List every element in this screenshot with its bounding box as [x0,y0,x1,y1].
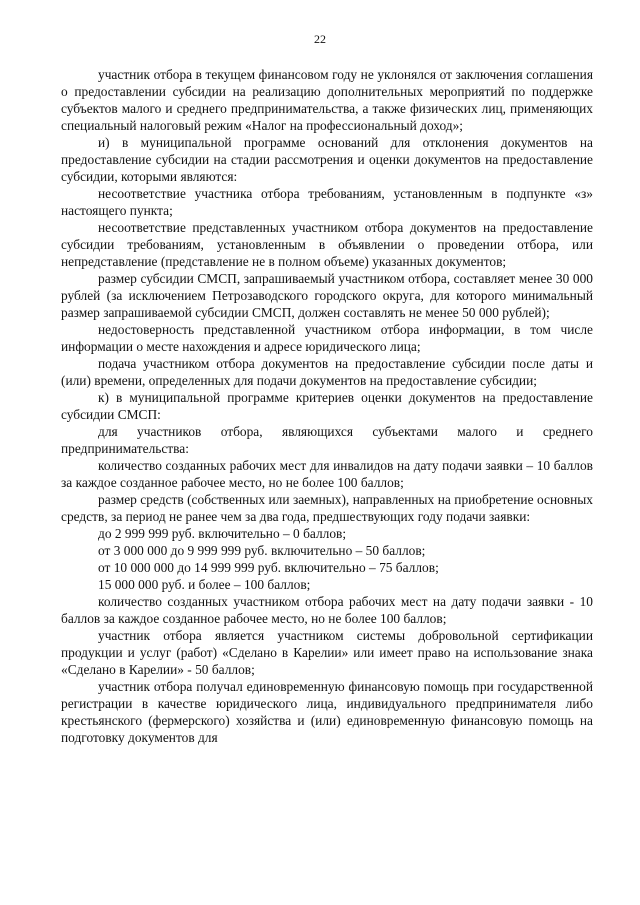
paragraph: размер субсидии СМСП, запрашиваемый участником отбора, составляет менее 30 000 рублей (за исключением Петрозаводского городского округа, для которого минимальный размер запрашиваемой субсидии СМСП, должен составлять не менее 50 000 рублей); [61,271,593,320]
list-item: до 2 999 999 руб. включительно – 0 баллов; [98,526,347,541]
paragraph: количество созданных участником отбора рабочих мест на дату подачи заявки - 10 баллов за каждое созданное рабочее место, но не более 100 баллов; [61,594,593,626]
paragraph: участник отбора в текущем финансовом году не уклонялся от заключения соглашения о предоставлении субсидии на реализацию дополнительных мероприятий по поддержке субъектов малого и среднего предпринимательства, а также физических лиц, применяющих специальный налоговый режим «Налог на профессиональный доход»; [61,67,593,133]
paragraph: участник отбора получал единовременную финансовую помощь при государственной регистрации в качестве юридического лица, индивидуального предпринимателя либо крестьянского (фермерского) хозяйства и (или) единовременную финансовую помощь на подготовку документов для [61,679,593,745]
paragraph: несоответствие участника отбора требованиям, установленным в подпункте «з» настоящего пункта; [61,186,593,218]
paragraph: к) в муниципальной программе критериев оценки документов на предоставление субсидии СМСП: [61,390,593,422]
list-item: от 3 000 000 до 9 999 999 руб. включительно – 50 баллов; [98,543,426,558]
paragraph: недостоверность представленной участником отбора информации, в том числе информации о месте нахождения и адресе юридического лица; [61,322,593,354]
paragraph: несоответствие представленных участником отбора документов на предоставление субсидии требованиям, установленным в объявлении о проведении отбора, или непредставление (представление не в полном объеме) указанных документов; [61,220,593,269]
paragraph: для участников отбора, являющихся субъектами малого и среднего предпринимательства: [61,424,593,456]
paragraph: и) в муниципальной программе оснований для отклонения документов на предоставление субсидии на стадии рассмотрения и оценки документов на предоставление субсидии, которыми являются: [61,135,593,184]
paragraph: подача участником отбора документов на предоставление субсидии после даты и (или) времени, определенных для подачи документов на предоставление субсидии; [61,356,593,388]
paragraph: участник отбора является участником системы добровольной сертификации продукции и услуг (работ) «Сделано в Карелии» или имеет право на использование знака «Сделано в Карелии» - 50 баллов; [61,628,593,677]
page-number: 22 [314,32,326,46]
document-body [61,66,593,746]
list-item: от 10 000 000 до 14 999 999 руб. включительно – 75 баллов; [98,560,439,575]
list-item: 15 000 000 руб. и более – 100 баллов; [98,577,311,592]
paragraph: количество созданных рабочих мест для инвалидов на дату подачи заявки – 10 баллов за каждое созданное рабочее место, но не более 100 баллов; [61,458,593,490]
paragraph: размер средств (собственных или заемных), направленных на приобретение основных средств, за период не ранее чем за два года, предшествующих году подачи заявки: [61,492,593,524]
